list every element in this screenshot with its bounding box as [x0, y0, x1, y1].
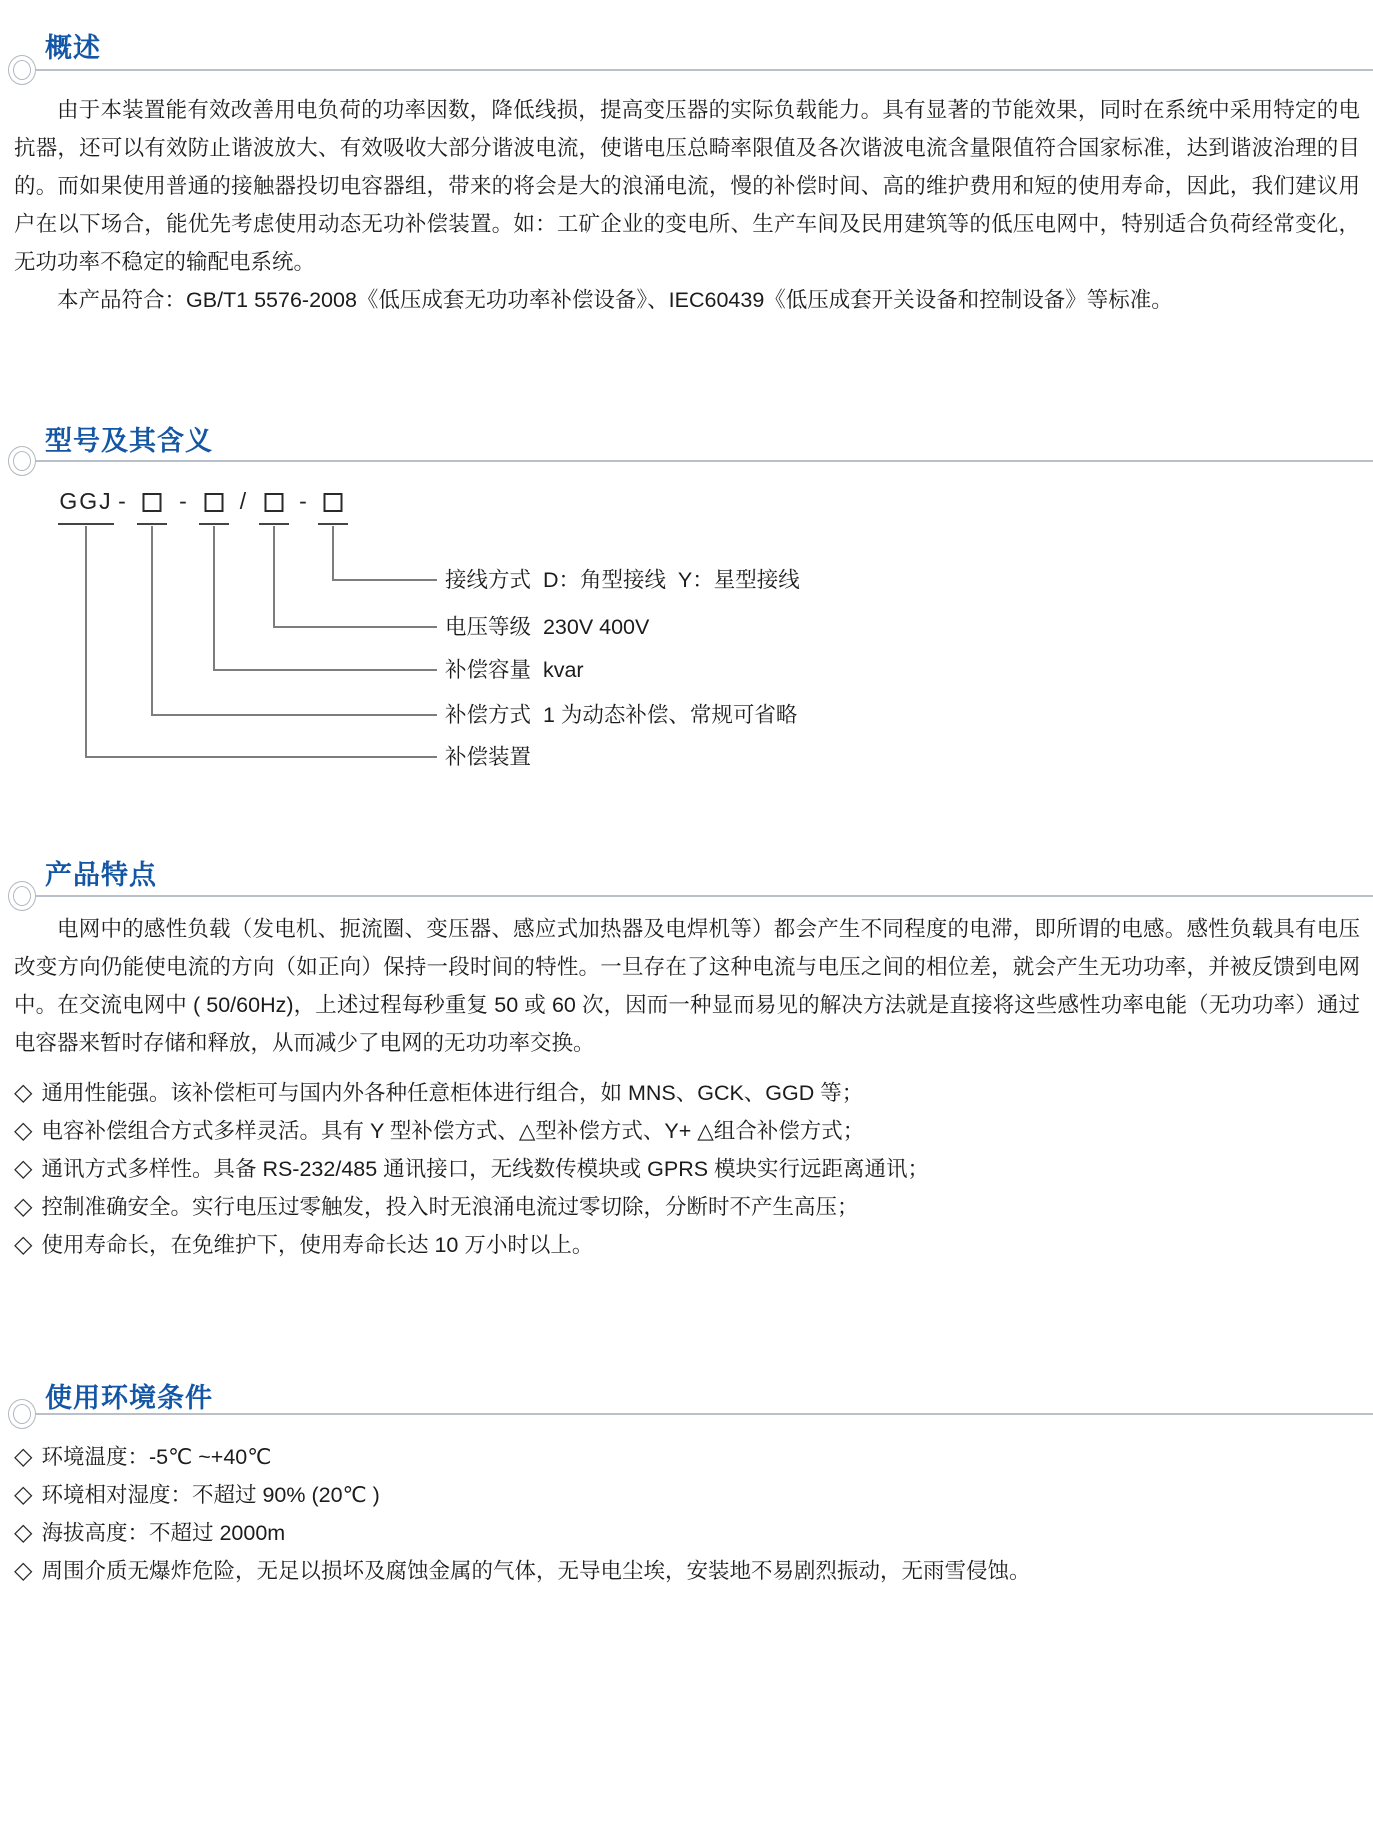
model-label-comp-mode: 补偿方式 1 为动态补偿、常规可省略 — [445, 703, 798, 727]
diamond-bullet-icon: ◇ — [14, 1079, 33, 1106]
list-item — [14, 1476, 1360, 1514]
diamond-bullet-icon: ◇ — [14, 1443, 33, 1470]
model-label-capacity: 补偿容量 kvar — [445, 658, 584, 682]
model-label-wiring: 接线方式 D：角型接线 Y：星型接线 — [445, 568, 800, 592]
model-designation-diagram — [0, 480, 1373, 790]
list-item — [14, 1188, 1360, 1226]
diamond-bullet-icon: ◇ — [14, 1557, 33, 1584]
feature-bullet-text: 使用寿命长，在免维护下，使用寿命长达 10 万小时以上。 — [41, 1233, 594, 1257]
feature-bullet-text: 通用性能强。该补偿柜可与国内外各种任意柜体进行组合，如 MNS、GCK、GGD 等； — [41, 1081, 864, 1105]
model-separator: - — [179, 488, 187, 514]
environment-bullet-text: 环境相对湿度：不超过 90% (20℃ ) — [41, 1483, 380, 1507]
features-intro-paragraph: 电网中的感性负载（发电机、扼流圈、变压器、感应式加热器及电焊机等）都会产生不同程度的电滞，即所谓的电感。感性负载具有电压改变方向仍能使电流的方向（如正向）保持一段时间的特性。一旦存在了这种电流与电压之间的相位差，就会产生无功功率，并被反馈到电网中。在交流电网中 ( 50/60Hz)，上述过程每秒重复 50 或 60 次，因而一种显而易见的解决方法就是直接将这些感性功率电能（无功功率）通过电容器来暂时存储和释放，从而减少了电网的无功功率交换。 — [14, 917, 1360, 1055]
diamond-bullet-icon: ◇ — [14, 1481, 33, 1508]
feature-bullet-text: 电容补偿组合方式多样灵活。具有 Y 型补偿方式、△型补偿方式、Y+ △组合补偿方式； — [41, 1119, 865, 1143]
model-label-device: 补偿装置 — [445, 745, 532, 769]
list-item — [14, 1514, 1360, 1552]
model-connector-lines — [0, 480, 1373, 790]
section-title-model: 型号及其含义 — [45, 426, 213, 456]
section-title-environment: 使用环境条件 — [45, 1383, 213, 1413]
list-item — [14, 1552, 1360, 1590]
model-code-prefix: GGJ — [59, 488, 113, 514]
environment-bullet-text: 环境温度：-5℃ ~+40℃ — [41, 1445, 272, 1469]
ring-ornament-icon — [8, 446, 36, 476]
environment-bullet-text: 周围介质无爆炸危险，无足以损坏及腐蚀金属的气体，无导电尘埃，安装地不易剧烈振动，无雨雪侵蚀。 — [41, 1559, 1031, 1583]
environment-bullet-list — [14, 1438, 1360, 1590]
standards-paragraph: 本产品符合：GB/T1 5576-2008《低压成套无功功率补偿设备》、IEC60439《低压成套开关设备和控制设备》等标准。 — [57, 288, 1173, 312]
diamond-bullet-icon: ◇ — [14, 1519, 33, 1546]
list-item — [14, 1150, 1360, 1188]
diamond-bullet-icon: ◇ — [14, 1155, 33, 1182]
diamond-bullet-icon: ◇ — [14, 1117, 33, 1144]
section-title-features: 产品特点 — [45, 860, 157, 890]
model-label-voltage: 电压等级 230V 400V — [445, 615, 650, 639]
list-item — [14, 1112, 1360, 1150]
section-divider — [22, 1413, 1373, 1415]
environment-bullet-text: 海拔高度：不超过 2000m — [41, 1521, 286, 1545]
ring-ornament-icon — [8, 1399, 36, 1429]
features-bullet-list — [14, 1074, 1360, 1264]
diamond-bullet-icon: ◇ — [14, 1193, 33, 1220]
list-item — [14, 1226, 1360, 1264]
model-separator: - — [299, 488, 307, 514]
ring-ornament-icon — [8, 55, 36, 85]
feature-bullet-text: 通讯方式多样性。具备 RS-232/485 通讯接口，无线数传模块或 GPRS 模块实行远距离通讯； — [41, 1157, 930, 1181]
feature-bullet-text: 控制准确安全。实行电压过零触发，投入时无浪涌电流过零切除，分断时不产生高压； — [41, 1195, 859, 1219]
section-title-overview: 概述 — [45, 33, 101, 63]
diamond-bullet-icon: ◇ — [14, 1231, 33, 1258]
model-separator: - — [118, 488, 126, 514]
list-item — [14, 1438, 1360, 1476]
ring-ornament-icon — [8, 881, 36, 911]
section-divider — [22, 69, 1373, 71]
model-separator: / — [239, 488, 247, 514]
overview-paragraph: 由于本装置能有效改善用电负荷的功率因数，降低线损，提高变压器的实际负载能力。具有显著的节能效果，同时在系统中采用特定的电抗器，还可以有效防止谐波放大、有效吸收大部分谐波电流，使谐电压总畸率限值及各次谐波电流含量限值符合国家标准，达到谐波治理的目的。而如果使用普通的接触器投切电容器组，带来的将会是大的浪涌电流，慢的补偿时间、高的维护费用和短的使用寿命，因此，我们建议用户在以下场合，能优先考虑使用动态无功补偿装置。如：工矿企业的变电所、生产车间及民用建筑等的低压电网中，特别适合负荷经常变化，无功功率不稳定的输配电系统。 — [14, 98, 1360, 274]
list-item — [14, 1074, 1360, 1112]
section-divider — [22, 895, 1373, 897]
section-divider — [22, 460, 1373, 462]
